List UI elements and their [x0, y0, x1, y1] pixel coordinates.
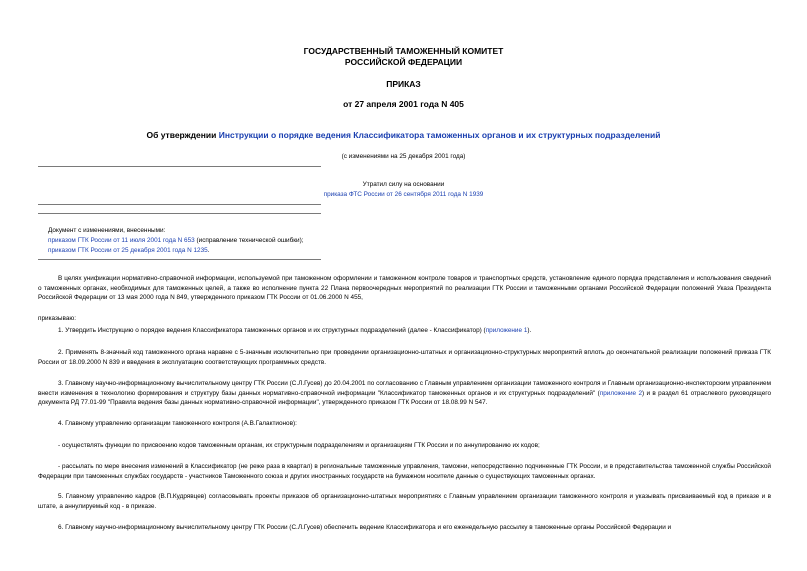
issuer-line-2: РОССИЙСКОЙ ФЕДЕРАЦИИ — [344, 57, 463, 67]
divider — [38, 213, 321, 214]
paragraph-6: 6. Главному научно-информационному вычислительному центру ГТК России (С.Л.Гусев) обеспечить ведение Классификатора и его еженедельную рассылку в таможенные органы Российской Федерации и — [58, 524, 672, 531]
paragraph-3-end: ) и в раздел 61 отраслевого руководящего документа РД 77.01-99 "Правила ведения базы данных нормативно-справочной информации", утвержденного приказом ГТК России от 18.08.99 N 547. — [38, 389, 772, 407]
document-date-number: от 27 апреля 2001 года N 405 — [343, 99, 464, 109]
lost-force-text: Утратил силу на основании — [362, 181, 445, 188]
amendments-intro: Документ с изменениями, внесенными: — [48, 227, 166, 234]
divider — [38, 166, 321, 167]
paragraph-1 — [38, 326, 771, 336]
appendix-2-link[interactable]: приложение 2 — [599, 389, 643, 397]
paragraph-1-end: ). — [527, 327, 532, 334]
document-title — [0, 130, 807, 141]
paragraph-4a: - осуществлять функции по присвоению кодов таможенным органам, их структурным подразделениям и организациям ГТК России и по аннулированию их кодов; — [58, 442, 540, 449]
paragraph-5: 5. Главному управлению кадров (В.П.Кудрявцев) согласовывать проекты приказов об организационно-штатных мероприятиях с Главным управлением организации таможенного контроля и указывать присваиваемый код в приказе и в штате, а аннулируемый код - в приказе. — [38, 493, 771, 510]
document-type: ПРИКАЗ — [386, 79, 421, 89]
title-instruction-link[interactable]: Инструкции о порядке ведения Классификатора таможенных органов и их структурных подразделений — [218, 130, 661, 140]
amendment-link-1[interactable]: приказом ГТК России от 11 июля 2001 года N 653 — [48, 237, 195, 244]
changes-note: (с изменениями на 25 декабря 2001 года) — [341, 153, 466, 160]
divider — [38, 204, 321, 205]
paragraph-2: 2. Применять 8-значный код таможенного органа наравне с 5-значным исключительно при проведении организационно-штатных и организационно-структурных мероприятий вплоть до окончательной реализации положений приказа ГТК России от 18.09.2000 N 839 и введения в эксплуатацию соответствующих программных средств. — [38, 349, 771, 366]
paragraph-1-text: 1. Утвердить Инструкцию о порядке ведения Классификатора таможенных органов и их структурных подразделений (далее - Классификатор) ( — [58, 327, 486, 334]
paragraph-4: 4. Главному управлению организации таможенного контроля (А.В.Галактионов): — [58, 420, 297, 427]
issuer-heading — [0, 46, 807, 68]
amendment-item-1 — [48, 236, 304, 245]
order-word: приказываю: — [38, 315, 76, 322]
issuer-line-1: ГОСУДАРСТВЕННЫЙ ТАМОЖЕННЫЙ КОМИТЕТ — [303, 46, 504, 56]
appendix-1-link[interactable]: приложение 1 — [485, 327, 528, 334]
amendment-suffix-2: . — [207, 247, 210, 254]
divider — [38, 259, 321, 260]
amendment-suffix-1: (исправление технической ошибки); — [194, 237, 304, 244]
paragraph-4b: - рассылать по мере внесения изменений в Классификатор (не реже раза в квартал) в региональные таможенные управления, таможни, непосредственно подчиненные ГТК России, и в представительства таможенной службы Российской Федерации при таможенных службах государств - участников Таможенного союза и других иностранных государств на бумажном носителе данные о существующих таможенных органах. — [38, 463, 771, 480]
paragraph-3 — [38, 379, 771, 408]
title-prefix: Об утверждении — [146, 130, 217, 140]
paragraph-3-text: 3. Главному научно-информационному вычислительному центру ГТК России (С.Л.Гусев) до 20.04.2001 по согласованию с Главным управлением организации таможенного контроля и Главным организационно-инспекторским управлением внести изменения в технологию формирования и структуру базы данных нормативно-справочной информации "Классификатор таможенных органов и их структурных подразделений" ( — [38, 380, 771, 397]
amendment-item-2 — [48, 246, 209, 255]
preamble-paragraph: В целях унификации нормативно-справочной информации, используемой при таможенном оформлении и таможенном контроле товаров и транспортных средств, установление единого порядка представления и использования сведений о таможенных органах, необходимых для таможенных целей, а также во исполнение пункта 22 Плана первоочередных мероприятий по реализации ГТК России и таможенными органами Российской Федерации положений Указа Президента Российской Федерации от 13 мая 2000 года N 849, утвержденного приказом ГТК России от 01.06.2000 N 455, — [38, 275, 771, 302]
lost-force-link[interactable]: приказа ФТС России от 26 сентября 2011 года N 1939 — [323, 191, 484, 198]
amendment-link-2[interactable]: приказом ГТК России от 25 декабря 2001 года N 1235 — [48, 247, 208, 254]
lost-force-block — [0, 190, 807, 199]
